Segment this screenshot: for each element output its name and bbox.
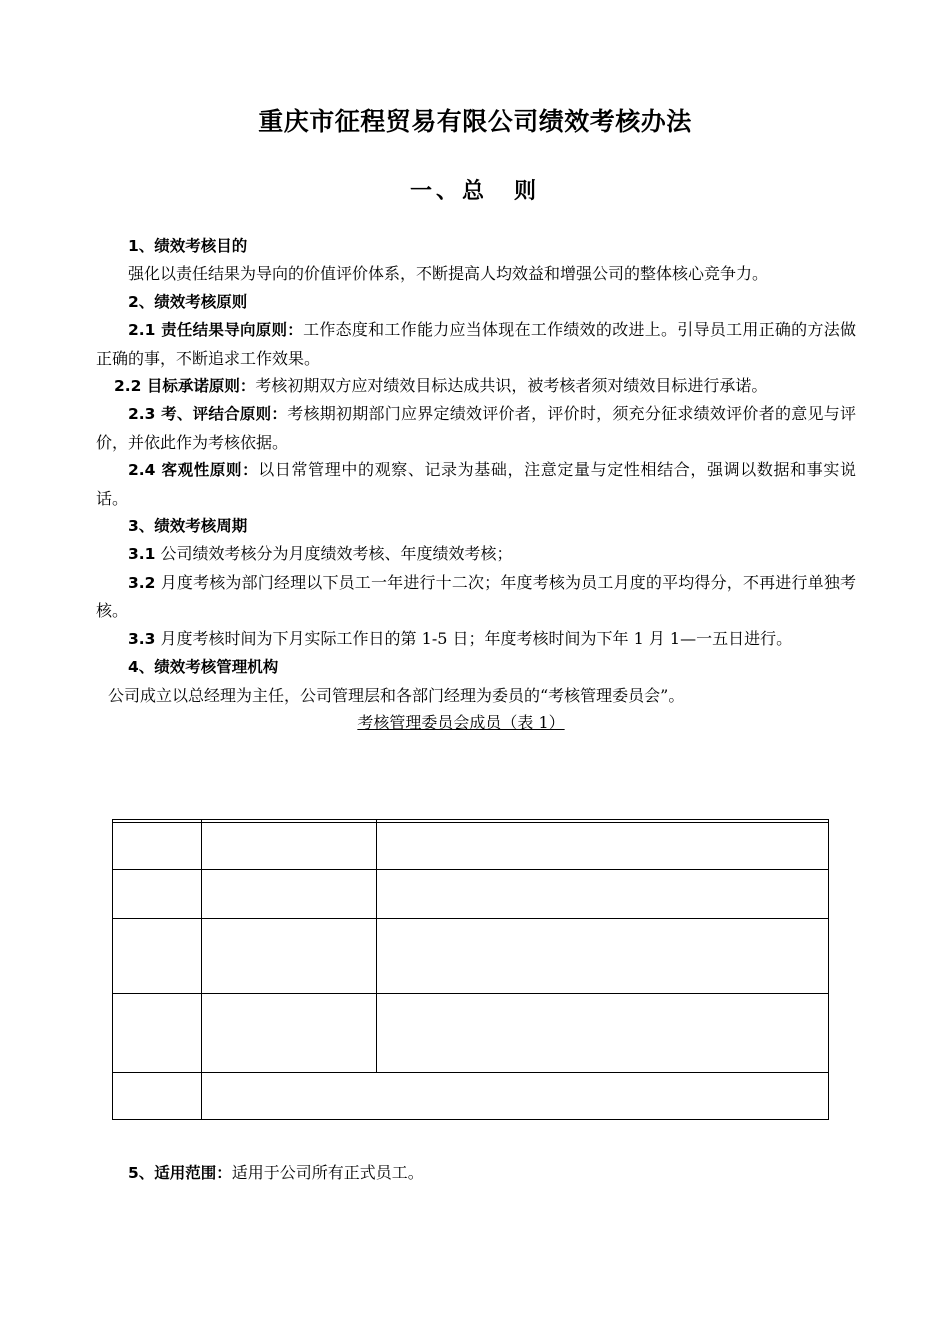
table-note-row xyxy=(113,1073,829,1120)
table-cell-duty xyxy=(377,994,829,1073)
principle-2-3: 2.3 考、评结合原则：考核期初期部门应界定绩效评价者，评价时，须充分征求绩效评价者的意见与评价，并依此作为考核依据。 xyxy=(96,404,856,452)
section-5-scope xyxy=(128,1159,424,1187)
section-5-label: 5、适用范围： xyxy=(128,1164,232,1182)
section-3-heading: 3、绩效考核周期 xyxy=(128,517,248,536)
table-cell-duty xyxy=(377,919,829,994)
principle-2-4: 2.4 客观性原则：以日常管理中的观察、记录为基础，注意定量与定性相结合，强调以数据和事实说话。 xyxy=(96,460,856,508)
principle-2-2: 2.2 目标承诺原则：考核初期双方应对绩效目标达成共识，被考核者须对绩效目标进行承诺。 xyxy=(114,376,768,396)
principle-2-1: 2.1 责任结果导向原则：工作态度和工作能力应当体现在工作绩效的改进上。引导员工用正确的方法做正确的事，不断追求工作效果。 xyxy=(96,320,856,368)
table-cell-member xyxy=(113,919,202,994)
table-caption: 考核管理委员会成员（表 1） xyxy=(357,712,565,732)
table-cell-person xyxy=(202,994,377,1073)
table-cell-member xyxy=(113,994,202,1073)
document-body xyxy=(96,232,856,736)
table-cell-person xyxy=(202,919,377,994)
table-cell-member xyxy=(113,823,202,870)
table-cell-duty xyxy=(377,870,829,919)
cycle-3-2: 3.2 月度考核为部门经理以下员工一年进行十二次；年度考核为员工月度的平均得分，不再进行单独考核。 xyxy=(96,572,856,621)
document-title: 重庆市征程贸易有限公司绩效考核办法 xyxy=(258,107,692,136)
table-row xyxy=(113,823,829,870)
section-1-heading: 1、绩效考核目的 xyxy=(128,237,248,255)
section-1-text: 强化以责任结果为导向的价值评价体系，不断提高人均效益和增强公司的整体核心竞争力。 xyxy=(128,264,769,284)
cycle-3-3: 3.3 月度考核时间为下月实际工作日的第 1-5 日；年度考核时间为下年 1 月 1—一五日进行。 xyxy=(128,628,793,648)
table-note-text xyxy=(202,1073,829,1120)
section-5-text: 适用于公司所有正式员工。 xyxy=(231,1163,424,1182)
table-row xyxy=(113,919,829,994)
committee-table xyxy=(112,819,829,1120)
table-note-label xyxy=(113,1073,202,1120)
table-cell-duty xyxy=(377,823,829,870)
table-row xyxy=(113,994,829,1073)
section-2-heading: 2、绩效考核原则 xyxy=(128,292,248,311)
table-cell-person xyxy=(202,870,377,919)
section-4-heading: 4、绩效考核管理机构 xyxy=(128,658,279,677)
chapter-title: 一、总 则 xyxy=(409,179,540,204)
table-cell-member xyxy=(113,870,202,919)
section-4-text: 公司成立以总经理为主任，公司管理层和各部门经理为委员的“考核管理委员会”。 xyxy=(108,685,685,705)
table-cell-person xyxy=(202,823,377,870)
table-row xyxy=(113,870,829,919)
cycle-3-1: 3.1 公司绩效考核分为月度绩效考核、年度绩效考核； xyxy=(128,544,513,564)
